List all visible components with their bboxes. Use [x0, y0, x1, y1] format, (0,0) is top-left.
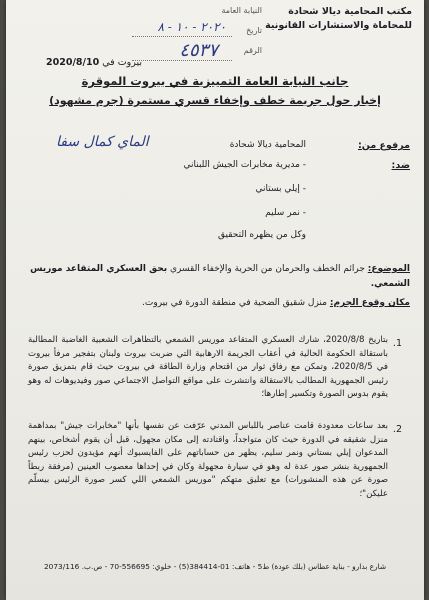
- subject-text: جرائم الخطف والحرمان من الحرية والإخفاء القسري: [169, 264, 365, 274]
- handwritten-note: الماي كمال سفا: [56, 134, 149, 150]
- date-place-label: بيروت في: [102, 57, 143, 68]
- stamp-handwritten-date: ٢٠٢٠ - ١٠ - ٨: [157, 20, 226, 34]
- subject-name: الشمعي.: [370, 279, 410, 289]
- against-item: - إيلي بستاني: [255, 184, 306, 194]
- crime-location: [142, 298, 410, 308]
- against-item: - مديرية مخابرات الجيش اللبناني: [183, 160, 306, 170]
- stamp-office-label: النيابة العامة: [221, 6, 262, 15]
- against-item: وكل من يظهره التحقيق: [218, 230, 306, 240]
- office-name: مكتب المحامية ديالا شحادة: [288, 6, 412, 17]
- from-value: المحامية ديالا شحادة: [229, 140, 306, 150]
- paragraph-1: بتاريخ 2020/8/8، شارك العسكري المتقاعد موريس الشمعي بالتظاهرات الشعبية الغاضبة المطالبة باستقالة الحكومة الحالية في أعقاب الجريمة الارهابية التي ضربت بيروت ولبنان بتفجير مرفأ بيروت في 2020/8/5، وتمكن مع رفاق ثوار من اقتحام وزارة الطاقة في بيروت حيث قام بتمزيق صورة رئيس الجمهورية المطالب بالاستقالة وانتشرت على مواقع التواصل الاجتماعي صور وفيديوهات له وهو يقوم بدوس الصورة وتكسير إطارها؛: [28, 335, 388, 400]
- against-label: ضد:: [391, 160, 410, 171]
- registration-stamp: [126, 4, 266, 68]
- subject-label: الموضوع:: [367, 264, 410, 274]
- location-label: مكان وقوع الجرم:: [329, 298, 410, 308]
- stamp-handwritten-number: ٤٥٣٧: [179, 40, 218, 61]
- stamp-number-label: الرقم: [243, 46, 262, 55]
- paragraph-2: بعد ساعات معدودة قامت عناصر باللباس المدني عرّفت عن نفسها بأنها "مخابرات جيش" بمداهمة منزل شقيقه في الدورة حيث كان متواجداً، واقتادته إلى مكان مجهول، قبل أن يقوم أشخاص، بينهم المدعوان إيلي بستاني ونمر سليم، يظهر من حساباتهم على الفايسبوك أنهم مؤيدون لحزب رئيس الجمهورية بنشر صور عدة له وهو في سيارة مجهولة وكان في إحداها معصوب العينين (مرفقة ربطاً صورة عن هذه المنشورات) مع تعليق متهكم "موريس الشمعي اللي كسر صورة الرئيس بيسلّم عليكن"؛: [28, 421, 388, 499]
- paragraph-number: 2.: [392, 424, 402, 435]
- office-subtitle: للمحاماة والاستشارات القانونية: [265, 20, 412, 31]
- against-item: - نمر سليم: [265, 208, 306, 218]
- document-title-line1: جانب النيابة العامة التمييزية في بيروت الموقرة: [81, 74, 349, 88]
- subject: [22, 262, 410, 292]
- document-title-line2: إخبار حول جريمة خطف وإخفاء قسري مستمرة (جرم مشهود): [49, 94, 381, 107]
- stamp-date-label: تاريخ: [246, 26, 262, 35]
- subject-bold-text: بحق العسكري المتقاعد موريس: [30, 264, 168, 274]
- location-text: منزل شقيق الضحية في منطقة الدورة في بيروت.: [142, 298, 327, 308]
- from-label: مرفوع من:: [358, 140, 410, 151]
- date-line: [46, 57, 142, 68]
- paragraph-number: 1.: [392, 338, 402, 349]
- footer-address: شارع بدارو - بناية عطاس (بلك عودة) ط5 - هاتف: 01-384414(5) - خلوي: 556695-70 - ص.ب. 2073/116: [43, 562, 387, 571]
- legal-document-page: [6, 0, 424, 600]
- date-value: 2020/8/10: [46, 57, 100, 68]
